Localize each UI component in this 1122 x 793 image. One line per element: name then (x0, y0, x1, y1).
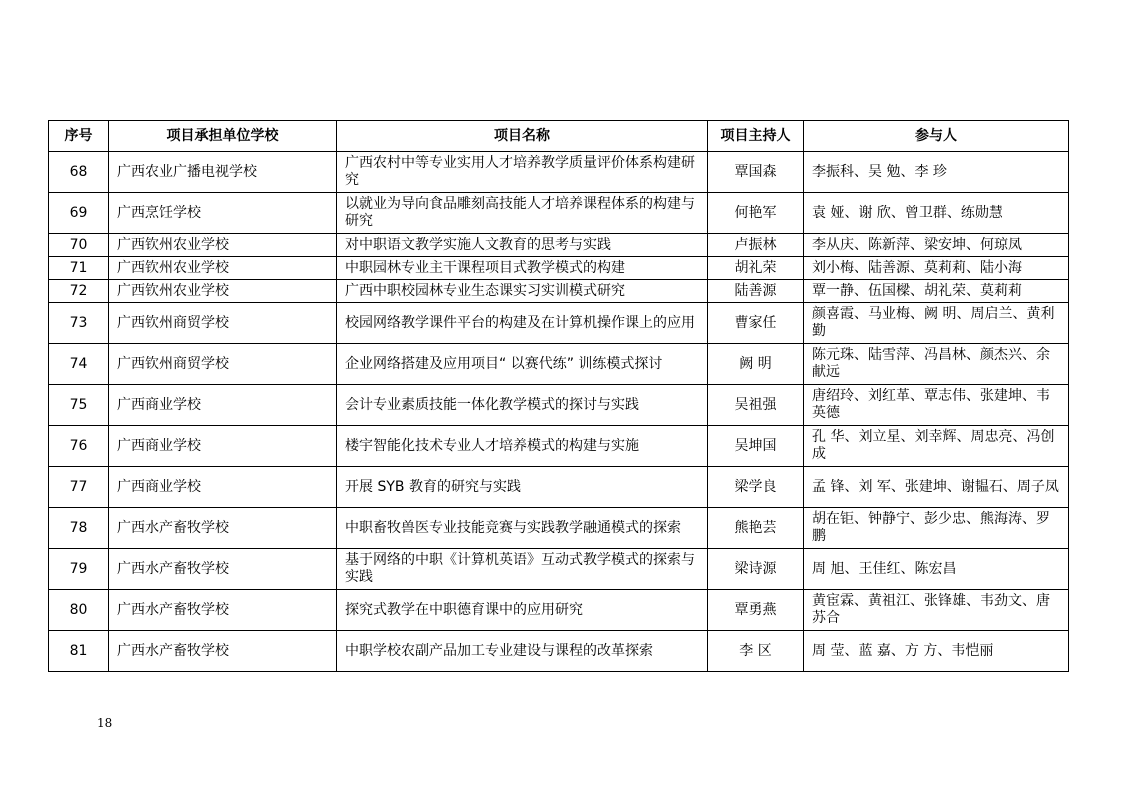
participants-cell: 李振科、吴 勉、李 珍 (804, 152, 1069, 193)
project-host-cell: 曹家任 (708, 303, 804, 344)
serial-number-cell: 68 (49, 152, 109, 193)
table-row (49, 508, 1069, 549)
project-host-cell: 卢振林 (708, 234, 804, 257)
participants-cell: 陈元珠、陆雪萍、冯昌林、颜杰兴、余献远 (804, 344, 1069, 385)
participants-cell: 黄宦霖、黄祖江、张锋雄、韦劲文、唐苏合 (804, 590, 1069, 631)
table-row (49, 631, 1069, 672)
table-row (49, 549, 1069, 590)
school-unit-cell: 广西钦州商贸学校 (109, 303, 337, 344)
header-project-host: 项目主持人 (708, 121, 804, 152)
project-host-cell: 吴祖强 (708, 385, 804, 426)
serial-number-cell: 73 (49, 303, 109, 344)
serial-number-cell: 77 (49, 467, 109, 508)
project-host-cell: 阙 明 (708, 344, 804, 385)
serial-number-cell: 72 (49, 280, 109, 303)
serial-number-cell: 79 (49, 549, 109, 590)
participants-cell: 袁 娅、谢 欣、曾卫群、练勋慧 (804, 193, 1069, 234)
project-host-cell: 熊艳芸 (708, 508, 804, 549)
project-name-cell: 校园网络教学课件平台的构建及在计算机操作课上的应用 (337, 303, 708, 344)
participants-cell: 颜喜霞、马业梅、阙 明、周启兰、黄利勤 (804, 303, 1069, 344)
serial-number-cell: 69 (49, 193, 109, 234)
project-host-cell: 陆善源 (708, 280, 804, 303)
serial-number-cell: 75 (49, 385, 109, 426)
table-row (49, 344, 1069, 385)
project-name-cell: 楼宇智能化技术专业人才培养模式的构建与实施 (337, 426, 708, 467)
table-body (49, 152, 1069, 672)
project-name-cell: 中职学校农副产品加工专业建设与课程的改革探索 (337, 631, 708, 672)
header-school-unit: 项目承担单位学校 (109, 121, 337, 152)
project-name-cell: 开展 SYB 教育的研究与实践 (337, 467, 708, 508)
project-name-cell: 探究式教学在中职德育课中的应用研究 (337, 590, 708, 631)
project-name-cell: 会计专业素质技能一体化教学模式的探讨与实践 (337, 385, 708, 426)
participants-cell: 李从庆、陈新萍、梁安坤、何琼凤 (804, 234, 1069, 257)
table-row (49, 467, 1069, 508)
school-unit-cell: 广西钦州农业学校 (109, 257, 337, 280)
table-header-row (49, 121, 1069, 152)
project-name-cell: 对中职语文教学实施人文教育的思考与实践 (337, 234, 708, 257)
table-row (49, 193, 1069, 234)
page-number: 18 (97, 716, 113, 730)
table-row (49, 280, 1069, 303)
project-host-cell: 李 区 (708, 631, 804, 672)
project-name-cell: 基于网络的中职《计算机英语》互动式教学模式的探索与实践 (337, 549, 708, 590)
table-row (49, 426, 1069, 467)
participants-cell: 孟 锋、刘 军、张建坤、谢韫石、周子凤 (804, 467, 1069, 508)
project-name-cell: 中职畜牧兽医专业技能竞赛与实践教学融通模式的探索 (337, 508, 708, 549)
participants-cell: 胡在钜、钟静宁、彭少忠、熊海涛、罗 鹏 (804, 508, 1069, 549)
project-host-cell: 胡礼荣 (708, 257, 804, 280)
participants-cell: 周 莹、蓝 嘉、方 方、韦恺丽 (804, 631, 1069, 672)
school-unit-cell: 广西商业学校 (109, 467, 337, 508)
project-host-cell: 覃勇燕 (708, 590, 804, 631)
project-name-cell: 广西中职校园林专业生态课实习实训模式研究 (337, 280, 708, 303)
school-unit-cell: 广西商业学校 (109, 426, 337, 467)
header-participants: 参与人 (804, 121, 1069, 152)
school-unit-cell: 广西水产畜牧学校 (109, 590, 337, 631)
project-host-cell: 吴坤国 (708, 426, 804, 467)
serial-number-cell: 71 (49, 257, 109, 280)
participants-cell: 覃一静、伍国樑、胡礼荣、莫莉莉 (804, 280, 1069, 303)
project-host-cell: 梁学良 (708, 467, 804, 508)
school-unit-cell: 广西钦州农业学校 (109, 234, 337, 257)
school-unit-cell: 广西钦州农业学校 (109, 280, 337, 303)
table-row (49, 152, 1069, 193)
school-unit-cell: 广西商业学校 (109, 385, 337, 426)
serial-number-cell: 81 (49, 631, 109, 672)
school-unit-cell: 广西烹饪学校 (109, 193, 337, 234)
participants-cell: 周 旭、王佳红、陈宏昌 (804, 549, 1069, 590)
school-unit-cell: 广西钦州商贸学校 (109, 344, 337, 385)
table-row (49, 590, 1069, 631)
project-name-cell: 中职园林专业主干课程项目式教学模式的构建 (337, 257, 708, 280)
project-host-cell: 何艳军 (708, 193, 804, 234)
table-row (49, 257, 1069, 280)
participants-cell: 唐绍玲、刘红革、覃志伟、张建坤、韦英德 (804, 385, 1069, 426)
school-unit-cell: 广西水产畜牧学校 (109, 549, 337, 590)
school-unit-cell: 广西水产畜牧学校 (109, 631, 337, 672)
serial-number-cell: 76 (49, 426, 109, 467)
header-serial-number: 序号 (49, 121, 109, 152)
serial-number-cell: 80 (49, 590, 109, 631)
project-table (48, 120, 1069, 672)
serial-number-cell: 78 (49, 508, 109, 549)
project-host-cell: 覃国森 (708, 152, 804, 193)
header-project-name: 项目名称 (337, 121, 708, 152)
serial-number-cell: 74 (49, 344, 109, 385)
project-name-cell: 以就业为导向食品雕刻高技能人才培养课程体系的构建与研究 (337, 193, 708, 234)
school-unit-cell: 广西水产畜牧学校 (109, 508, 337, 549)
school-unit-cell: 广西农业广播电视学校 (109, 152, 337, 193)
table-row (49, 234, 1069, 257)
serial-number-cell: 70 (49, 234, 109, 257)
participants-cell: 孔 华、刘立星、刘幸辉、周忠亮、冯创成 (804, 426, 1069, 467)
project-name-cell: 广西农村中等专业实用人才培养教学质量评价体系构建研究 (337, 152, 708, 193)
table-row (49, 303, 1069, 344)
table-row (49, 385, 1069, 426)
project-name-cell: 企业网络搭建及应用项目“ 以赛代练” 训练模式探讨 (337, 344, 708, 385)
participants-cell: 刘小梅、陆善源、莫莉莉、陆小海 (804, 257, 1069, 280)
project-host-cell: 梁诗源 (708, 549, 804, 590)
